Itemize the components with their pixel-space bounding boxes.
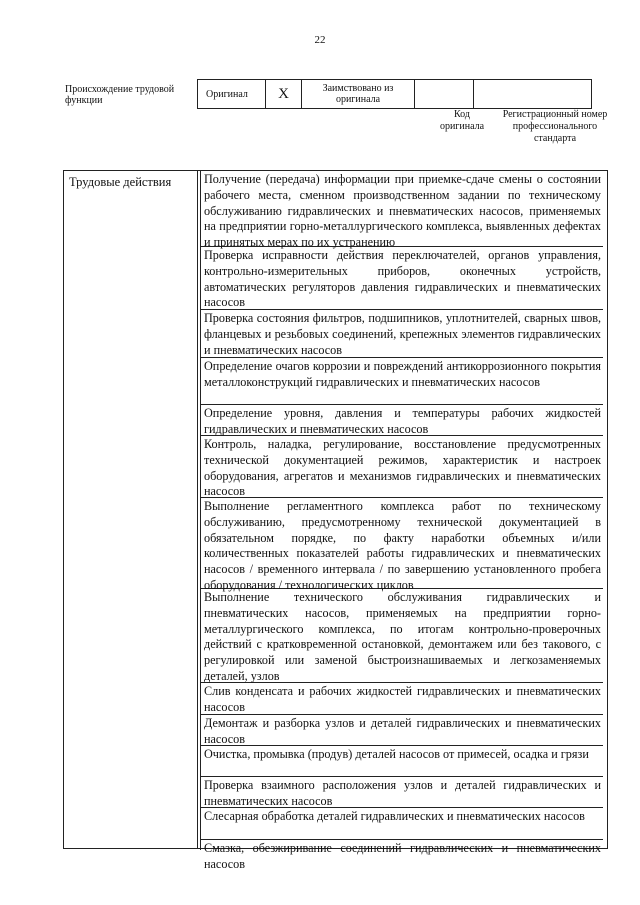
registration-caption: Регистрационный номер профессионального стандарта (502, 109, 608, 144)
original-cell: Оригинал (198, 80, 266, 109)
labor-action-item: Выполнение технического обслуживания гидравлических и пневматических насосов, применяемых на предприятии горно-металлургического комплекса, по итогам контрольно-проверочных действий с кратковременной остановкой, демонтажем или без такового, с регулировкой или заменой быстроизнашиваемых и легкозаменяемых деталей, узлов (200, 589, 603, 683)
borrowed-cell: Заимствовано из оригинала (302, 80, 415, 109)
page-number: 22 (314, 34, 326, 46)
labor-action-item: Очистка, промывка (продув) деталей насосов от примесей, осадка и грязи (200, 746, 603, 777)
origin-label: Происхождение трудовой функции (65, 84, 175, 106)
labor-action-item: Определение очагов коррозии и повреждений антикоррозионного покрытия металлоконструкций гидравлических и пневматических насосов (200, 358, 603, 405)
origin-table (197, 79, 592, 109)
registration-number-cell (474, 80, 592, 109)
labor-action-item: Выполнение регламентного комплекса работ по техническому обслуживанию, предусмотренному технической документацией в обязательном порядке, по факту наработки объемных и/или количественных показателей работы гидравлических и пневматических насосов / временного интервала / по завершению установленного пробега оборудования / технологических циклов (200, 498, 603, 589)
labor-action-item: Проверка взаимного расположения узлов и деталей гидравлических и пневматических насосов (200, 777, 603, 808)
labor-actions-list (200, 171, 603, 873)
original-mark: X (266, 80, 302, 109)
labor-action-item: Демонтаж и разборка узлов и деталей гидравлических и пневматических насосов (200, 715, 603, 746)
labor-action-item: Контроль, наладка, регулирование, восстановление предусмотренных технической документацией режимов, характеристик и настроек оборудования, агрегатов и механизмов гидравлических и пневматических насосов (200, 436, 603, 498)
labor-action-item: Проверка состояния фильтров, подшипников, уплотнителей, сварных швов, фланцевых и резьбовых соединений, крепежных элементов гидравлических и пневматических насосов (200, 310, 603, 358)
labor-action-item: Определение уровня, давления и температуры рабочих жидкостей гидравлических и пневматических насосов (200, 405, 603, 436)
column-divider (197, 171, 198, 848)
labor-action-item: Слесарная обработка деталей гидравлических и пневматических насосов (200, 808, 603, 840)
labor-action-item: Слив конденсата и рабочих жидкостей гидравлических и пневматических насосов (200, 683, 603, 715)
labor-actions-label: Трудовые действия (69, 175, 172, 189)
code-caption: Код оригинала (439, 109, 485, 132)
original-code-cell (415, 80, 474, 109)
labor-actions-table (63, 170, 608, 871)
labor-action-item: Получение (передача) информации при приемке-сдаче смены о состоянии рабочего места, сменном производственном задании по техническому обслуживанию гидравлических и пневматических насосов, применяемых на предприятии горно-металлургического комплекса, выявленных дефектах и принятых мерах по их устранению (200, 171, 603, 247)
labor-action-item: Смазка, обезжиривание соединений гидравлических и пневматических насосов (204, 841, 601, 871)
labor-action-item: Проверка исправности действия переключателей, органов управления, контрольно-измерительных приборов, оконечных устройств, автоматических регуляторов давления гидравлических и пневматических насосов (200, 247, 603, 310)
